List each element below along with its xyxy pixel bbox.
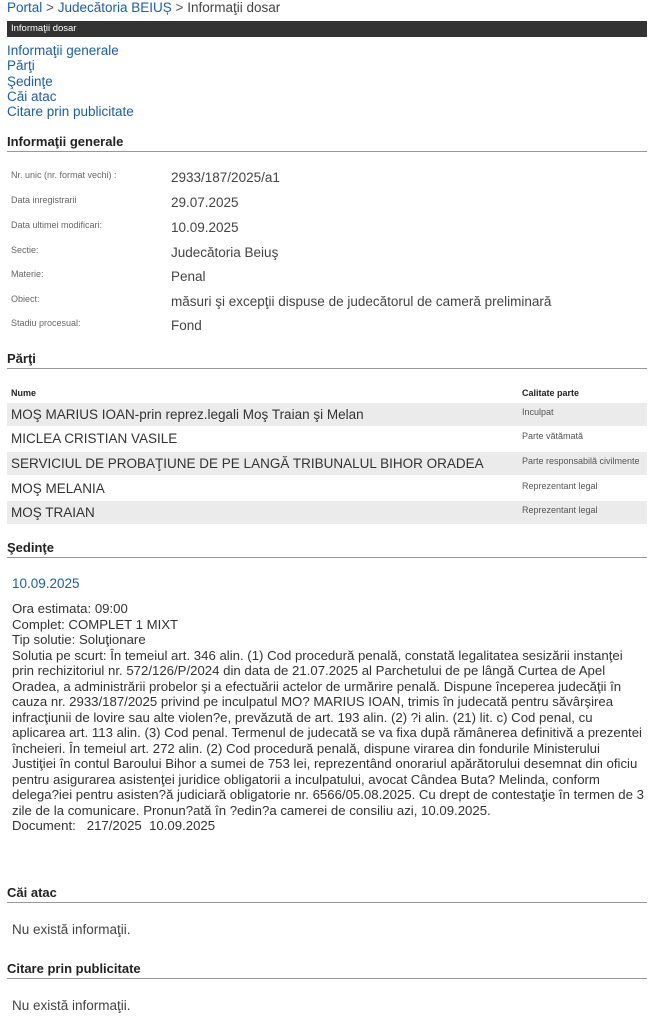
hearing-details (12, 601, 644, 834)
field-value: 2933/187/2025/a1 (171, 170, 280, 185)
field-label: Data ultimei modificari: (11, 220, 103, 230)
breadcrumb-separator: > (46, 0, 54, 15)
hearing-panel: Complet: COMPLET 1 MIXT (12, 616, 179, 632)
party-role: Reprezentant legal (522, 481, 598, 491)
hearing-date: 10.09.2025 (12, 576, 80, 591)
table-header (7, 384, 647, 400)
section-title-general: Informaţii generale (7, 134, 647, 152)
field-value: 29.07.2025 (171, 195, 239, 210)
field-value: Penal (171, 269, 206, 284)
field-value: măsuri şi excepţii dispuse de judecătorul de cameră preliminară (171, 294, 552, 309)
breadcrumb-court-link[interactable]: Judecătoria BEIUȘ (57, 0, 172, 15)
party-name: MICLEA CRISTIAN VASILE (11, 431, 178, 446)
section-title-sedinte: Şedinţe (7, 540, 647, 558)
field-label: Obiect: (11, 294, 40, 304)
nav-link-informatii-generale[interactable]: Informaţii generale (7, 43, 119, 58)
table-row (7, 477, 647, 500)
breadcrumb-portal-link[interactable]: Portal (7, 0, 43, 15)
parti-table (7, 384, 647, 520)
column-header-name: Nume (11, 388, 37, 398)
section-nav (7, 43, 134, 119)
hearing-solution-summary: Solutia pe scurt: În temeiul art. 346 alin. (1) Cod procedură penală, constată legalitatea sesizării instanţei prin rechizitoriul nr. 572/126/P/2024 din data de 21.07.2025 al Parchetului de pe lângă Curtea de Apel Oradea, a administrării probelor şi a efectuării actelor de urmărire penală. Dispune începerea judecăţii în cauza nr. 2933/187/2025 privind pe inculpatul MO? MARIUS IOAN, trimis în judecată pentru săvârşirea infracţiunii de lovire sau alte violen?e, prevăzută de art. 193 alin. (2) ?i alin. (21) lit. c) Cod penal, cu aplicarea art. 113 alin. (3) Cod penal. Termenul de judecată se va fixa după rămânerea definitivă a prezentei încheieri. În temeiul art. 272 alin. (2) Cod procedură penală, dispune virarea din fondurile Ministerului Justiţiei în contul Baroului Bihor a sumei de 753 lei, reprezentând onorariul apărătorului desemnat din oficiu pentru asigurarea asistenţei juridice obligatorii a inculpatului, avocat Cândea Buta? Melinda, conform delega?iei pentru asisten?ă judiciară obligatorie nr. 6566/05.08.2025. Cu drept de contestaţie în termen de 3 zile de la comunicare. Pronun?ată în ?edin?a camerei de consiliu azi, 10.09.2025. (12, 647, 644, 818)
empty-message: Nu există informaţii. (12, 998, 131, 1013)
breadcrumb-separator: > (175, 0, 184, 15)
party-name: MOŞ MARIUS IOAN-prin reprez.legali Moş Traian şi Melan (11, 407, 364, 422)
breadcrumb-current: Informaţii dosar (187, 0, 281, 15)
table-row (7, 501, 647, 524)
section-title-parti: Părţi (7, 351, 647, 369)
section-title-citare: Citare prin publicitate (7, 961, 647, 979)
hearing-time: Ora estimata: 09:00 (12, 601, 128, 616)
field-value: 10.09.2025 (171, 220, 239, 235)
field-label: Nr. unic (nr. format vechi) : (11, 170, 117, 180)
empty-message: Nu există informaţii. (12, 922, 131, 937)
field-label: Data inregistrarii (11, 195, 77, 205)
breadcrumb (7, 0, 280, 15)
field-label: Materie: (11, 269, 44, 279)
party-role: Reprezentant legal (522, 505, 598, 515)
table-row (7, 427, 647, 450)
party-name: MOŞ TRAIAN (11, 505, 95, 520)
page-header-bar: Informaţii dosar (7, 21, 647, 37)
table-row (7, 403, 647, 426)
table-row (7, 452, 647, 475)
nav-link-sedinte[interactable]: Şedinţe (7, 73, 53, 89)
hearing-document: Document: 217/2025 10.09.2025 (12, 818, 216, 833)
section-title-cai-atac: Căi atac (7, 885, 647, 903)
party-role: Inculpat (522, 407, 554, 417)
party-name: MOŞ MELANIA (11, 481, 105, 496)
nav-link-parti[interactable]: Părţi (7, 58, 35, 74)
hearing-solution-type: Tip solutie: Soluţionare (12, 632, 146, 647)
field-label: Stadiu procesual: (11, 318, 81, 328)
nav-link-cai-atac[interactable]: Căi atac (7, 88, 57, 104)
column-header-role: Calitate parte (522, 388, 580, 398)
nav-link-citare[interactable]: Citare prin publicitate (7, 104, 134, 120)
party-role: Parte responsabilă civilmente (522, 456, 640, 466)
field-value: Fond (171, 318, 202, 333)
field-value: Judecătoria Beiuş (171, 245, 279, 260)
party-role: Parte vătămată (522, 431, 584, 441)
party-name: SERVICIUL DE PROBAŢIUNE DE PE LANGĂ TRIBUNALUL BIHOR ORADEA (11, 456, 484, 471)
field-label: Sectie: (11, 245, 39, 255)
